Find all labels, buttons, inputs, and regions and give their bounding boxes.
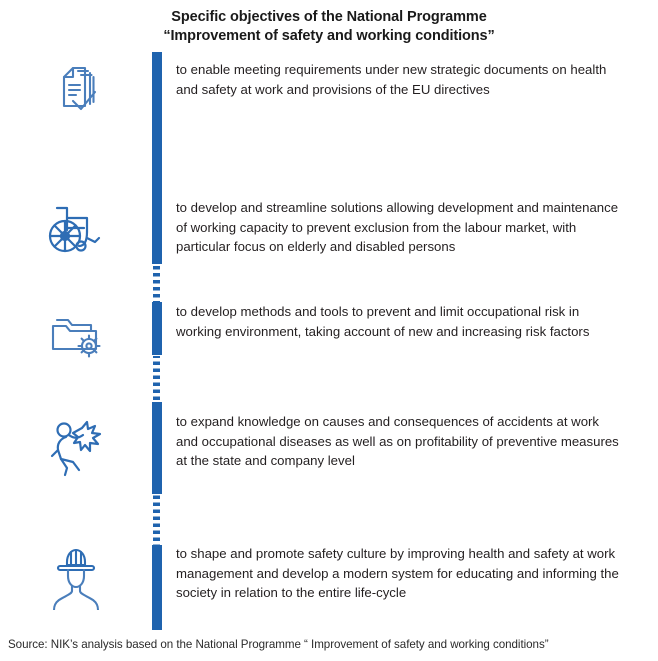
documents-check-icon bbox=[0, 60, 152, 122]
accident-person-icon bbox=[0, 412, 152, 478]
folder-gear-icon bbox=[0, 302, 152, 364]
objective-text: to expand knowledge on causes and consequences of accidents at work and occupational diseases as well as on profitability of preventive measures at the state and company level bbox=[176, 414, 619, 468]
timeline-dots-1 bbox=[153, 265, 160, 302]
title-line-2: “Improvement of safety and working conditions” bbox=[163, 28, 495, 44]
objective-text: to enable meeting requirements under new strategic documents on health and safety at work and provisions of the EU directives bbox=[176, 62, 607, 97]
objective-text: to develop methods and tools to prevent and limit occupational risk in working environment, taking account of new and increasing risk factors bbox=[176, 304, 590, 339]
wheelchair-icon bbox=[0, 198, 152, 264]
objective-row bbox=[0, 198, 658, 264]
objective-row bbox=[0, 302, 658, 364]
hardhat-worker-icon bbox=[0, 544, 152, 610]
objective-row bbox=[0, 412, 658, 478]
source-note: Source: NIK’s analysis based on the National Programme “ Improvement of safety and working conditions” bbox=[8, 638, 549, 651]
timeline-dots-3 bbox=[153, 495, 160, 545]
objectives-timeline bbox=[0, 52, 658, 630]
title-line-1: Specific objectives of the National Programme bbox=[171, 9, 487, 25]
objective-row bbox=[0, 60, 658, 122]
objective-row bbox=[0, 544, 658, 610]
objective-text: to shape and promote safety culture by improving health and safety at work management and develop a modern system for educating and informing the society in relation to the entire life-cycle bbox=[176, 546, 619, 600]
objective-text: to develop and streamline solutions allowing development and maintenance of working capacity to prevent exclusion from the labour market, with particular focus on elderly and disabled persons bbox=[176, 200, 619, 254]
page-title bbox=[0, 0, 658, 46]
